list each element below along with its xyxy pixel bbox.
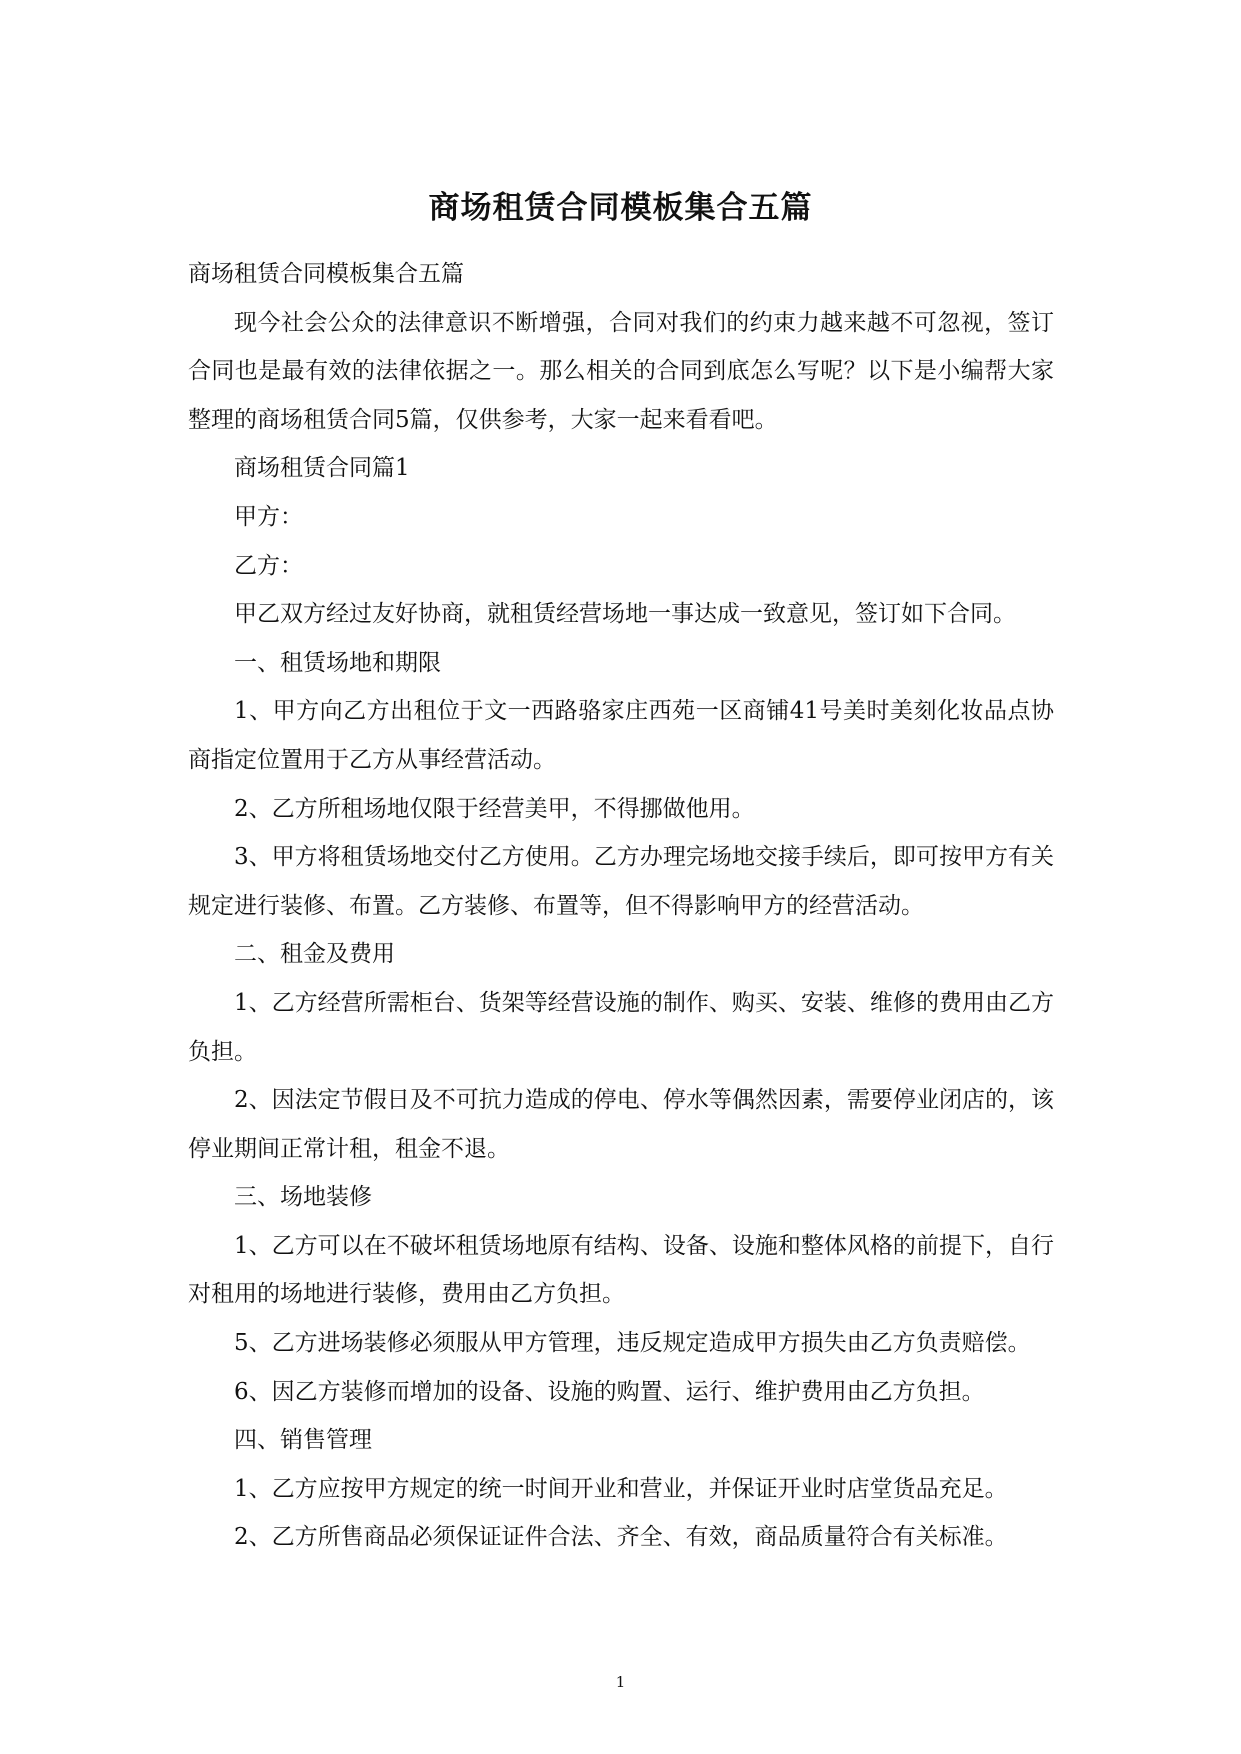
clause-paragraph: 5、乙方进场装修必须服从甲方管理，违反规定造成甲方损失由乙方负责赔偿。 xyxy=(234,1330,1031,1357)
paragraph-party-b: 乙方： xyxy=(234,552,303,579)
clause-paragraph: 3、甲方将租赁场地交付乙方使用。乙方办理完场地交接手续后，即可按甲方有关规定进行装修、布置。乙方装修、布置等，但不得影响甲方的经营活动。 xyxy=(188,844,1054,919)
document-body xyxy=(188,250,1054,1562)
clause-paragraph: 2、因法定节假日及不可抗力造成的停电、停水等偶然因素，需要停业闭店的，该停业期间正常计租，租金不退。 xyxy=(188,1087,1054,1162)
clause-paragraph: 1、乙方应按甲方规定的统一时间开业和营业，并保证开业时店堂货品充足。 xyxy=(234,1475,1008,1502)
page-number: 1 xyxy=(615,1673,626,1691)
paragraph-intro: 现今社会公众的法律意识不断增强，合同对我们的约束力越来越不可忽视，签订合同也是最有效的法律依据之一。那么相关的合同到底怎么写呢？以下是小编帮大家整理的商场租赁合同5篇，仅供参考，大家一起来看看吧。 xyxy=(188,309,1054,433)
document-title: 商场租赁合同模板集合五篇 xyxy=(428,190,813,226)
paragraph-subtitle: 商场租赁合同模板集合五篇 xyxy=(188,261,464,287)
clause-paragraph: 2、乙方所售商品必须保证证件合法、齐全、有效，商品质量符合有关标准。 xyxy=(234,1524,1008,1551)
clause-paragraph: 1、乙方可以在不破坏租赁场地原有结构、设备、设施和整体风格的前提下，自行对租用的场地进行装修，费用由乙方负担。 xyxy=(188,1232,1054,1308)
paragraph-agreement: 甲乙双方经过友好协商，就租赁经营场地一事达成一致意见，签订如下合同。 xyxy=(234,601,1016,628)
section-heading-3: 三、场地装修 xyxy=(234,1184,372,1211)
paragraph-party-a: 甲方： xyxy=(234,503,303,530)
clause-paragraph: 6、因乙方装修而增加的设备、设施的购置、运行、维护费用由乙方负担。 xyxy=(234,1378,985,1405)
paragraph-contract-heading: 商场租赁合同篇1 xyxy=(234,455,410,482)
section-heading-2: 二、租金及费用 xyxy=(234,941,395,968)
section-heading-4: 四、销售管理 xyxy=(234,1427,372,1454)
clause-paragraph: 1、甲方向乙方出租位于文一西路骆家庄西苑一区商铺41号美时美刻化妆品点协商指定位置用于乙方从事经营活动。 xyxy=(188,698,1054,773)
clause-paragraph: 2、乙方所租场地仅限于经营美甲，不得挪做他用。 xyxy=(234,795,755,822)
section-heading-1: 一、租赁场地和期限 xyxy=(234,649,441,676)
clause-paragraph: 1、乙方经营所需柜台、货架等经营设施的制作、购买、安装、维修的费用由乙方负担。 xyxy=(188,989,1054,1065)
